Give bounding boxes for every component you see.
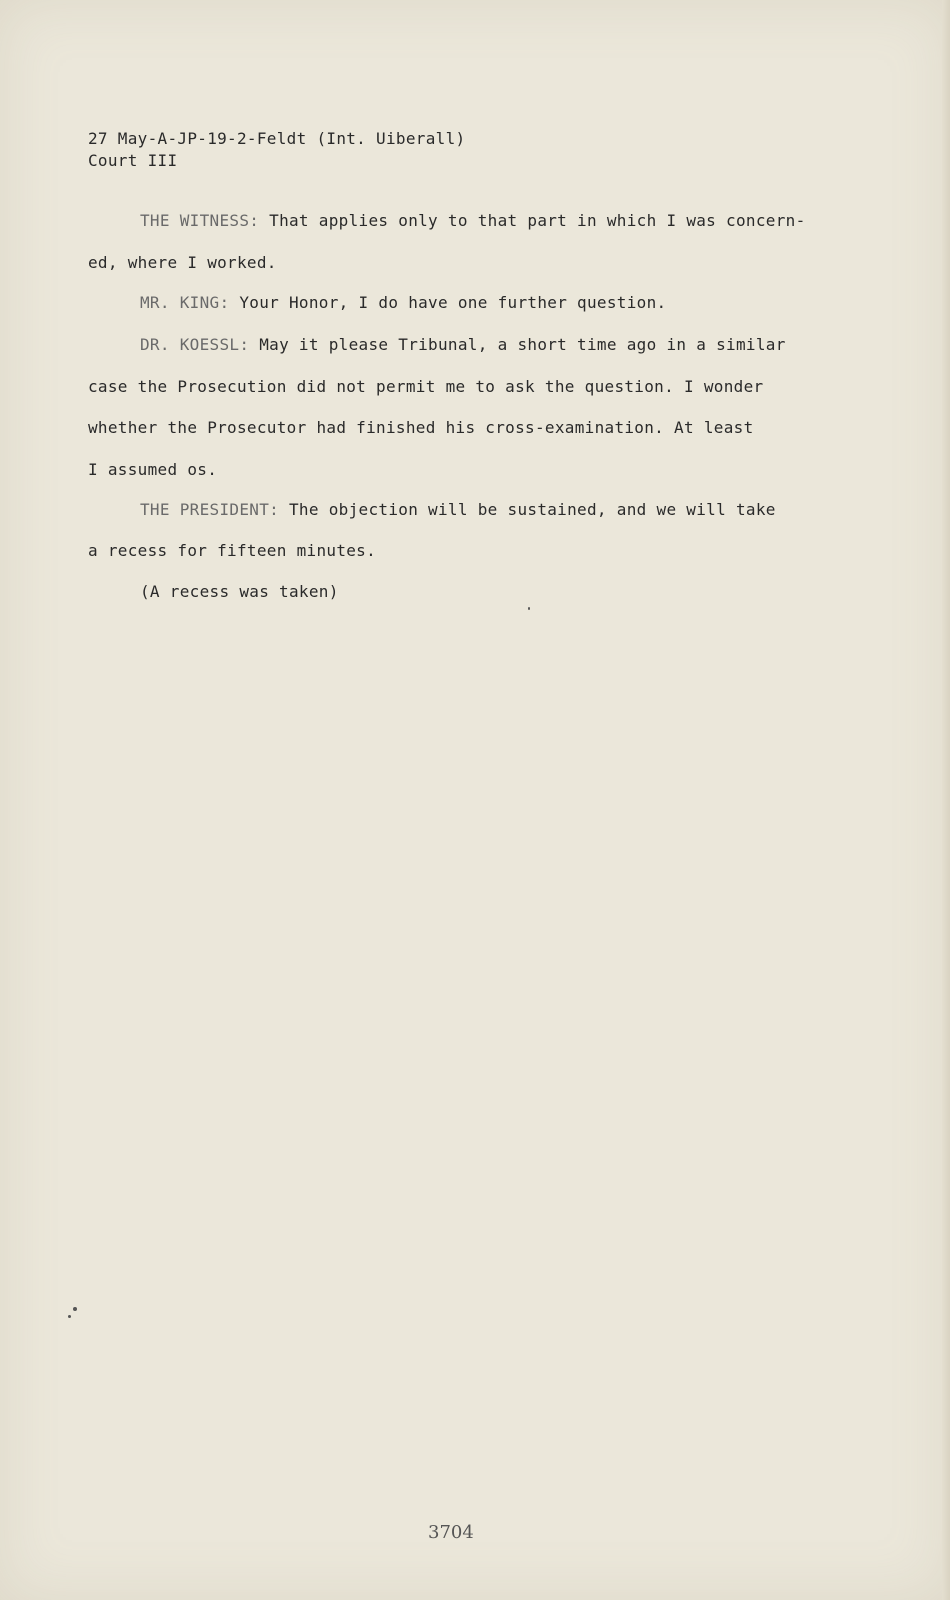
paragraph-koessl — [140, 335, 786, 354]
paragraph-continuation: whether the Prosecutor had finished his cross-examination. At least — [88, 418, 754, 437]
speaker-witness: THE WITNESS: — [140, 211, 260, 230]
paragraph-text: May it please Tribunal, a short time ago in a similar — [249, 335, 786, 354]
page-edge — [942, 0, 950, 1600]
header-line-1: 27 May-A-JP-19-2-Feldt (Int. Uiberall) — [88, 129, 466, 148]
paragraph-continuation: ed, where I worked. — [88, 253, 277, 272]
document-header — [88, 128, 465, 172]
paragraph-text: Your Honor, I do have one further question. — [229, 293, 667, 312]
header-line-2: Court III — [88, 151, 178, 170]
paragraph-witness — [140, 211, 806, 230]
speaker-king: MR. KING: — [140, 293, 230, 312]
paragraph-text: The objection will be sustained, and we will take — [279, 500, 776, 519]
paragraph-text: That applies only to that part in which I was concern- — [259, 211, 806, 230]
speaker-president: THE PRESIDENT: — [140, 500, 280, 519]
paragraph-continuation: I assumed os. — [88, 460, 218, 479]
paragraph-continuation: a recess for fifteen minutes. — [88, 541, 377, 560]
paragraph-king — [140, 293, 666, 312]
speaker-koessl: DR. KOESSL: — [140, 335, 250, 354]
paper-speck — [528, 607, 530, 610]
paper-speck — [73, 1307, 77, 1311]
stage-direction: (A recess was taken) — [140, 582, 339, 601]
page-number: 3704 — [428, 1522, 474, 1543]
paragraph-president — [140, 500, 776, 519]
paper-speck — [68, 1315, 71, 1318]
paragraph-continuation: case the Prosecution did not permit me to ask the question. I wonder — [88, 377, 764, 396]
